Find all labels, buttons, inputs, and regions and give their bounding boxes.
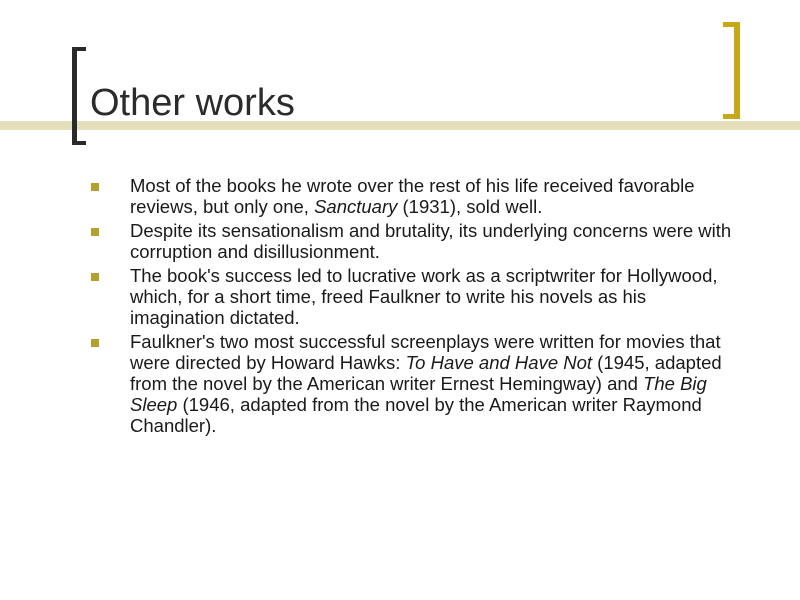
bullet-list: [90, 175, 740, 439]
bullet-text: [130, 331, 722, 436]
bullet-item: [90, 220, 740, 262]
bullet-text-run: (1946, adapted from the novel by the American writer Raymond Chandler).: [130, 394, 702, 436]
bullet-text-run: The book's success led to lucrative work as a scriptwriter for Hollywood, which, for a short time, freed Faulkner to write his novels as his imagination dictated.: [130, 265, 718, 328]
right-bracket-decoration: [723, 22, 740, 119]
book-title-sanctuary: Sanctuary: [314, 196, 398, 217]
bullet-text: [130, 265, 718, 328]
slide-title: Other works: [90, 82, 295, 124]
square-bullet-icon: [91, 273, 99, 281]
bullet-item: [90, 265, 740, 328]
bullet-text-run: (1931), sold well.: [397, 196, 543, 217]
bullet-text: [130, 220, 731, 262]
bullet-text: [130, 175, 695, 217]
bullet-item: [90, 175, 740, 217]
square-bullet-icon: [91, 183, 99, 191]
square-bullet-icon: [91, 339, 99, 347]
bullet-text-run: Most of the books he wrote over the rest of his life received favorable reviews, but only one,: [130, 175, 695, 217]
bullet-text-run: Despite its sensationalism and brutality, its underlying concerns were with corruption and disillusionment.: [130, 220, 732, 262]
bullet-item: [90, 331, 740, 436]
bullet-text-run: (1945, adapted from the novel by the American writer Ernest Hemingway) and: [130, 352, 722, 394]
film-title-to-have-and-have-not: To Have and Have Not: [405, 352, 593, 373]
film-title-the-big-sleep: The Big Sleep: [130, 373, 707, 415]
square-bullet-icon: [91, 228, 99, 236]
bullet-text-run: Faulkner's two most successful screenplays were written for movies that were directed by Howard Hawks:: [130, 331, 721, 373]
left-bracket-decoration: [72, 47, 86, 145]
